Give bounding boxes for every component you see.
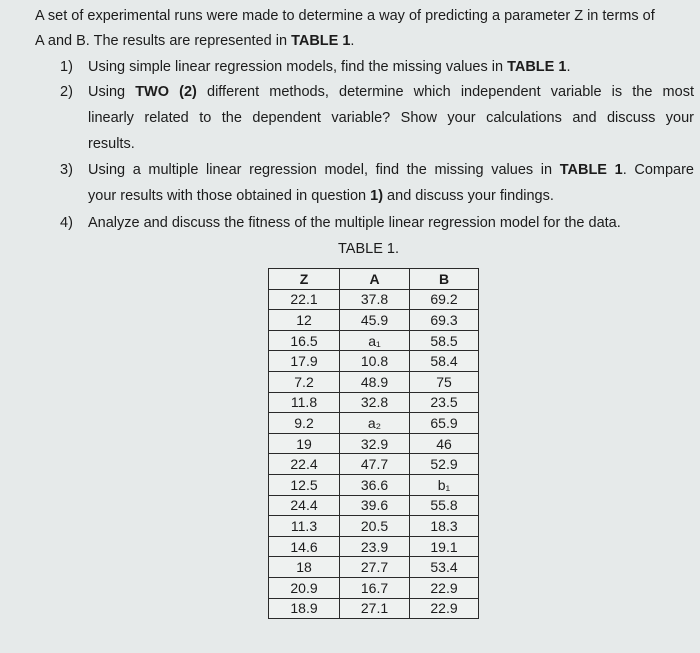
table-row: [269, 474, 479, 495]
table-cell-b: 75: [410, 371, 479, 392]
table-row: [269, 330, 479, 351]
table-cell-z: 16.5: [269, 330, 340, 351]
table-cell-b: 55.8: [410, 495, 479, 516]
table-cell-z: 11.8: [269, 392, 340, 413]
table-row: [269, 371, 479, 392]
table-cell-z: 22.1: [269, 289, 340, 310]
table-cell-a: 48.9: [340, 371, 410, 392]
table-cell-a: 23.9: [340, 536, 410, 557]
table-cell-z: 20.9: [269, 577, 340, 598]
table-cell-z: 18: [269, 557, 340, 578]
intro-line-2: [35, 33, 354, 49]
q4-number: 4): [60, 215, 73, 231]
table-cell-z: 12.5: [269, 474, 340, 495]
table-cell-z: 19: [269, 433, 340, 454]
q2-line-3: results.: [88, 136, 135, 152]
table-cell-b: 22.9: [410, 598, 479, 619]
table-cell-b: 19.1: [410, 536, 479, 557]
table-cell-a: 36.6: [340, 474, 410, 495]
table-row: [269, 577, 479, 598]
table-cell-b: 69.2: [410, 289, 479, 310]
column-header-a: A: [340, 269, 410, 290]
table-cell-a: a₂: [340, 413, 410, 434]
table-cell-z: 14.6: [269, 536, 340, 557]
q1-period: .: [566, 59, 571, 75]
q3-text-d: and discuss your findings.: [383, 188, 554, 204]
q3-text-a: Using a multiple linear regression model, find the missing values in: [88, 162, 560, 178]
table-cell-a: 10.8: [340, 351, 410, 372]
column-header-b: B: [410, 269, 479, 290]
table-title: TABLE 1.: [338, 241, 399, 257]
table-cell-b: 69.3: [410, 310, 479, 331]
column-header-z: Z: [269, 269, 340, 290]
table-cell-a: 32.8: [340, 392, 410, 413]
table-cell-z: 22.4: [269, 454, 340, 475]
table-cell-b: 23.5: [410, 392, 479, 413]
table-cell-a: 45.9: [340, 310, 410, 331]
table-cell-a: 47.7: [340, 454, 410, 475]
q1-body: Using simple linear regression models, find the missing values in: [88, 59, 508, 75]
table-cell-a: 32.9: [340, 433, 410, 454]
table-row: [269, 495, 479, 516]
q2-text-a: Using: [88, 84, 136, 100]
table-cell-z: 17.9: [269, 351, 340, 372]
table-cell-b: 22.9: [410, 577, 479, 598]
intro-period: .: [350, 33, 355, 49]
table-header-row: [269, 269, 479, 290]
table-cell-b: 52.9: [410, 454, 479, 475]
table-cell-z: 18.9: [269, 598, 340, 619]
q3-line-2: [88, 188, 554, 204]
table-row: [269, 413, 479, 434]
table-cell-z: 12: [269, 310, 340, 331]
table-row: [269, 598, 479, 619]
table-cell-a: 37.8: [340, 289, 410, 310]
table-ref: TABLE 1: [291, 33, 351, 49]
q2-bold: TWO (2): [135, 84, 197, 100]
table-row: [269, 392, 479, 413]
q4-line-1: Analyze and discuss the fitness of the multiple linear regression model for the data.: [88, 215, 621, 231]
q3-text-c: your results with those obtained in question: [88, 188, 371, 204]
table-cell-b: 65.9: [410, 413, 479, 434]
intro-line-1: A set of experimental runs were made to determine a way of predicting a parameter Z in terms of: [35, 8, 655, 24]
table-row: [269, 310, 479, 331]
q2-line-2: linearly related to the dependent variable? Show your calculations and discuss your: [88, 110, 694, 126]
table-row: [269, 289, 479, 310]
table-cell-a: 27.7: [340, 557, 410, 578]
table-row: [269, 536, 479, 557]
q2-number: 2): [60, 84, 73, 100]
q3-bold: TABLE 1: [559, 162, 623, 178]
table-cell-b: 46: [410, 433, 479, 454]
table-cell-a: a₁: [340, 330, 410, 351]
table-row: [269, 557, 479, 578]
table-row: [269, 454, 479, 475]
data-table: [268, 268, 479, 619]
table-cell-b: b₁: [410, 474, 479, 495]
table-cell-a: 27.1: [340, 598, 410, 619]
table-cell-b: 58.4: [410, 351, 479, 372]
q3-bold-ref: 1): [370, 188, 384, 204]
table-row: [269, 351, 479, 372]
table-cell-b: 18.3: [410, 516, 479, 537]
table-cell-a: 20.5: [340, 516, 410, 537]
table-cell-z: 11.3: [269, 516, 340, 537]
q3-text-b: . Compare: [622, 162, 694, 178]
table-cell-z: 7.2: [269, 371, 340, 392]
q2-line-1: [88, 84, 694, 100]
q1-text: [88, 59, 570, 75]
table-cell-z: 24.4: [269, 495, 340, 516]
table-cell-b: 58.5: [410, 330, 479, 351]
q2-text-b: different methods, determine which independent variable is the most: [196, 84, 694, 100]
table-row: [269, 433, 479, 454]
q1-table-ref: TABLE 1: [507, 59, 567, 75]
table-cell-a: 16.7: [340, 577, 410, 598]
table-row: [269, 516, 479, 537]
q3-number: 3): [60, 162, 73, 178]
table-cell-a: 39.6: [340, 495, 410, 516]
q3-line-1: [88, 162, 694, 178]
table-cell-b: 53.4: [410, 557, 479, 578]
q1-number: 1): [60, 59, 73, 75]
intro-text: A and B. The results are represented in: [35, 33, 292, 49]
table-cell-z: 9.2: [269, 413, 340, 434]
